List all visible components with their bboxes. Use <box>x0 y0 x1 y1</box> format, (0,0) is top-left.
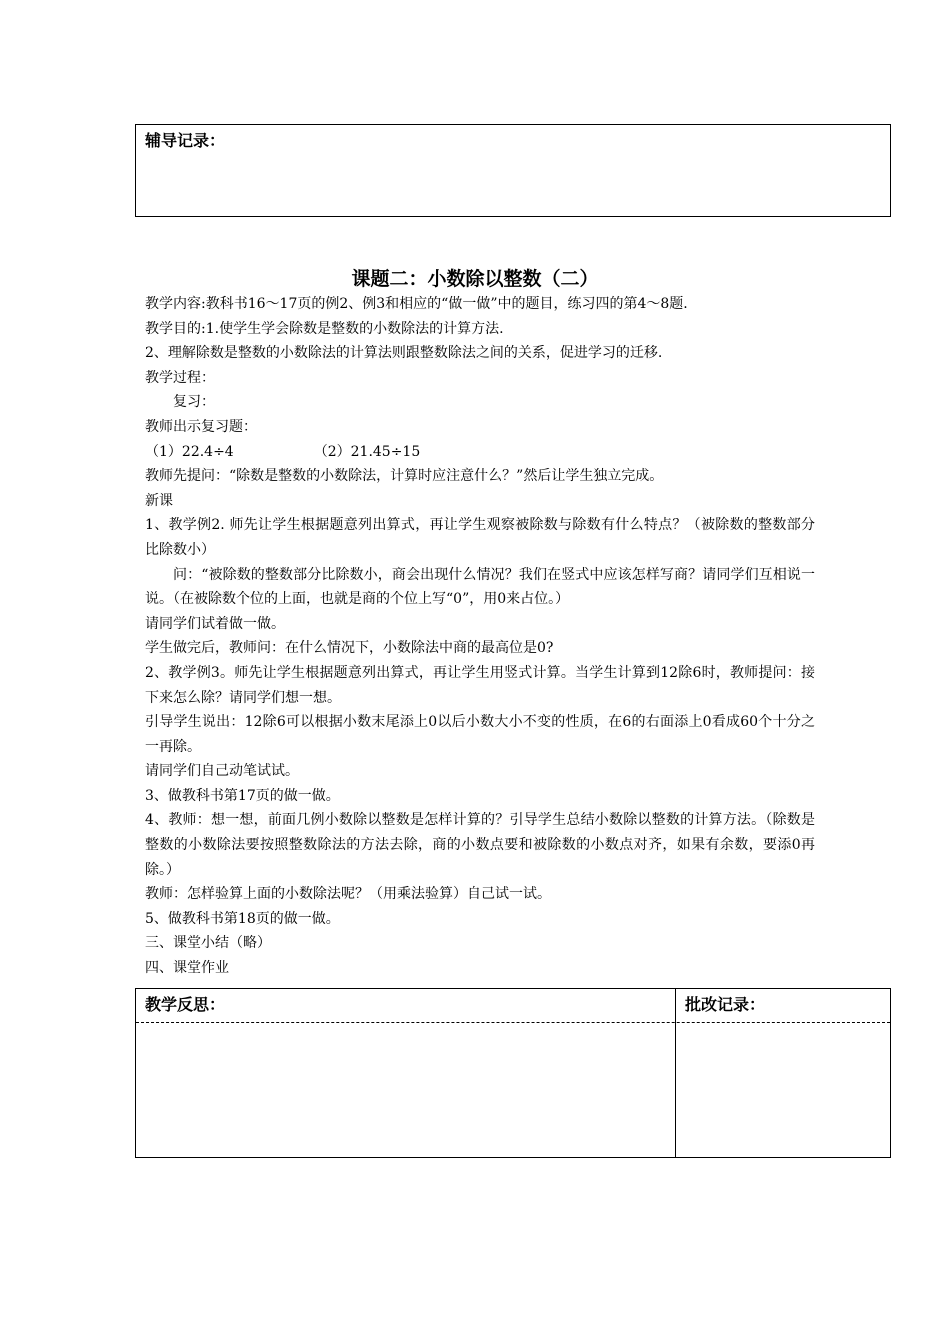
tutoring-record-label: 辅导记录： <box>145 131 226 150</box>
teaching-content-line: 教学内容:教科书16～17页的例2、例3和相应的“做一做”中的题目，练习四的第4～8题. <box>145 296 688 312</box>
guide-paragraph: 引导学生说出：12除6可以根据小数末尾添上0以后小数大小不变的性质，在6的右面添上0看成60个十分之一再除。 <box>145 714 815 755</box>
reflection-grading-table <box>135 988 891 1158</box>
teaching-goal-line-2: 2、理解除数是整数的小数除法的计算法则跟整数除法之间的关系，促进学习的迁移. <box>145 345 663 362</box>
new-lesson-heading: 新课 <box>145 492 173 509</box>
lesson-body <box>145 292 815 981</box>
teaching-reflection-label: 教学反思： <box>145 995 226 1014</box>
page-18-line: 5、做教科书第18页的做一做。 <box>145 910 340 927</box>
lesson-title: 课题二：小数除以整数（二） <box>351 268 599 290</box>
review-heading: 复习： <box>173 394 215 411</box>
grading-record-label: 批改记录： <box>685 995 766 1014</box>
ask-first-line: 教师先提问：“除数是整数的小数除法，计算时应注意什么？”然后让学生独立完成。 <box>145 468 664 485</box>
review-question-2: （2）21.45÷15 <box>313 443 421 460</box>
review-question-1: （1）22.4÷4 <box>145 443 234 460</box>
teaching-goal-line-1: 教学目的:1.使学生学会除数是整数的小数除法的计算方法. <box>145 320 504 337</box>
example-2-paragraph: 1、教学例2. 师先让学生根据题意列出算式，再让学生观察被除数与除数有什么特点？（被除数的整数部分比除数小） <box>145 517 815 558</box>
try-it-line: 请同学们试着做一做。 <box>145 615 285 632</box>
class-summary-line: 三、课堂小结（略） <box>145 935 271 952</box>
check-line: 教师：怎样验算上面的小数除法呢？（用乘法验算）自己试一试。 <box>145 886 551 903</box>
ask-quotient-paragraph: 问：“被除数的整数部分比除数小，商会出现什么情况？我们在竖式中应该怎样写商？请同学们互相说一说。（在被除数个位的上面，也就是商的个位上写“0”，用0来占位。） <box>145 566 815 608</box>
summary-method-paragraph: 4、教师：想一想，前面几例小数除以整数是怎样计算的？引导学生总结小数除以整数的计算方法。（除数是整数的小数除法要按照整数除法的方法去除，商的小数点要和被除数的小数点对齐，如果有余数，要添0再除。） <box>145 812 815 878</box>
table-header-divider <box>136 1022 890 1023</box>
homework-line: 四、课堂作业 <box>145 960 229 977</box>
review-show-line: 教师出示复习题： <box>145 418 257 435</box>
tutoring-record-box <box>135 124 891 217</box>
example-3-paragraph: 2、教学例3。师先让学生根据题意列出算式，再让学生用竖式计算。当学生计算到12除6时，教师提问：接下来怎么除？请同学们想一想。 <box>145 664 815 706</box>
review-questions-line <box>145 440 815 465</box>
page-17-line: 3、做教科书第17页的做一做。 <box>145 787 340 804</box>
try-yourself-line: 请同学们自己动笔试试。 <box>145 763 299 780</box>
after-done-line: 学生做完后，教师问：在什么情况下，小数除法中商的最高位是0? <box>145 640 554 657</box>
teaching-process-heading: 教学过程： <box>145 369 215 386</box>
table-column-divider <box>675 989 676 1157</box>
